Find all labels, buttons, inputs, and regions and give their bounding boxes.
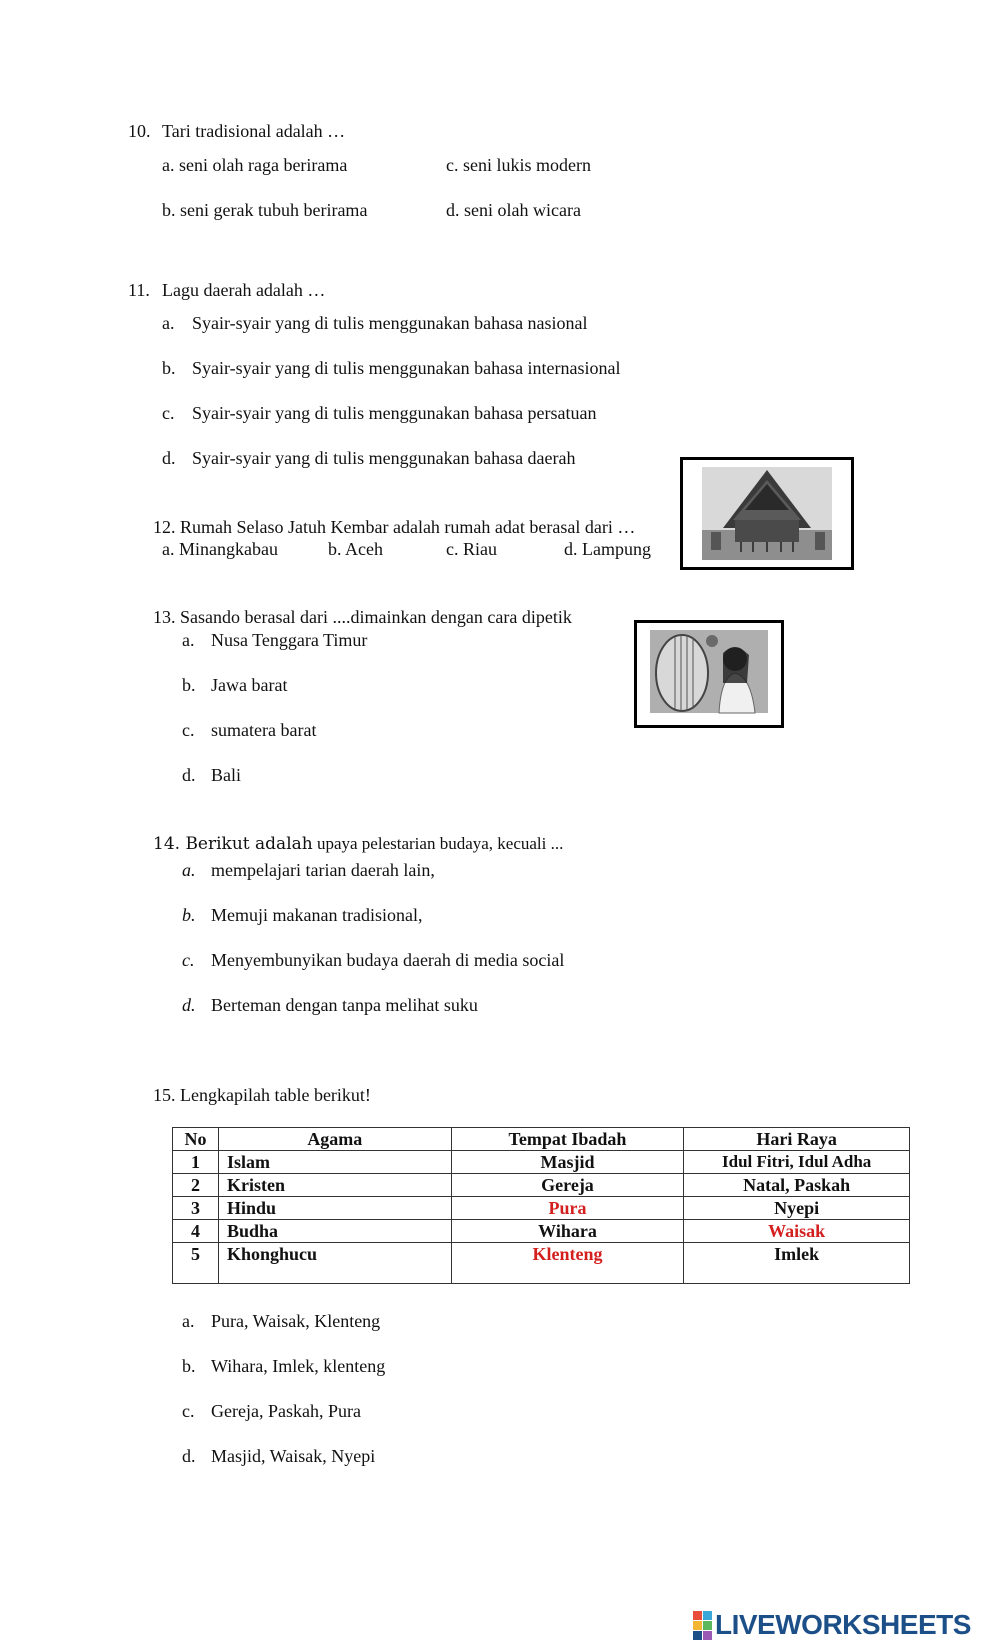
q15-option-letter: c. xyxy=(182,1401,195,1421)
q15-option-d: Masjid, Waisak, Nyepi xyxy=(211,1446,376,1466)
q11-option-letter: a. xyxy=(162,313,175,333)
table-cell: 3 xyxy=(173,1197,219,1220)
q15-question: 15. Lengkapilah table berikut! xyxy=(153,1085,371,1105)
q14-option-letter: a. xyxy=(182,860,196,880)
table-cell: Imlek xyxy=(684,1243,910,1284)
q11-question: Lagu daerah adalah … xyxy=(162,280,326,300)
table-cell: Hindu xyxy=(218,1197,451,1220)
traditional-house-image xyxy=(680,457,854,570)
table-cell-highlight: Pura xyxy=(451,1197,684,1220)
q11-option-c: Syair-syair yang di tulis menggunakan bahasa persatuan xyxy=(192,403,597,423)
q14-option-b: Memuji makanan tradisional, xyxy=(211,905,423,925)
table-cell: 1 xyxy=(173,1151,219,1174)
q12-option-d: d. Lampung xyxy=(564,539,651,559)
q13-option-b: Jawa barat xyxy=(211,675,288,695)
table-cell: Wihara xyxy=(451,1220,684,1243)
table-header: Agama xyxy=(218,1128,451,1151)
table-cell: Kristen xyxy=(218,1174,451,1197)
table-cell: 5 xyxy=(173,1243,219,1284)
table-cell-highlight: Klenteng xyxy=(451,1243,684,1284)
table-cell: 4 xyxy=(173,1220,219,1243)
house-photo-icon xyxy=(683,460,851,567)
table-row xyxy=(173,1151,910,1174)
q14-option-letter: d. xyxy=(182,995,196,1015)
q12-option-c: c. Riau xyxy=(446,539,497,559)
table-header-row xyxy=(173,1128,910,1151)
q14-option-d: Berteman dengan tanpa melihat suku xyxy=(211,995,478,1015)
logo-blocks-icon xyxy=(693,1611,712,1640)
q13-option-letter: b. xyxy=(182,675,196,695)
table-cell: Budha xyxy=(218,1220,451,1243)
q11-option-letter: d. xyxy=(162,448,176,468)
q10-question: Tari tradisional adalah … xyxy=(162,121,346,141)
q12-question: 12. Rumah Selaso Jatuh Kembar adalah rumah adat berasal dari … xyxy=(153,517,636,537)
q11-option-d: Syair-syair yang di tulis menggunakan bahasa daerah xyxy=(192,448,576,468)
sasando-photo-icon xyxy=(637,623,781,725)
q15-option-b: Wihara, Imlek, klenteng xyxy=(211,1356,386,1376)
q11-option-a: Syair-syair yang di tulis menggunakan bahasa nasional xyxy=(192,313,588,333)
q11-option-letter: c. xyxy=(162,403,175,423)
table-row xyxy=(173,1243,910,1284)
q10-number: 10. xyxy=(128,121,151,141)
table-header: Tempat Ibadah xyxy=(451,1128,684,1151)
q15-option-letter: d. xyxy=(182,1446,196,1466)
q11-number: 11. xyxy=(128,280,150,300)
q13-option-c: sumatera barat xyxy=(211,720,317,740)
q14-option-letter: c. xyxy=(182,950,195,970)
religion-table xyxy=(172,1127,910,1284)
table-row xyxy=(173,1220,910,1243)
table-cell: Islam xyxy=(218,1151,451,1174)
table-cell: Khonghucu xyxy=(218,1243,451,1284)
q13-question: 13. Sasando berasal dari ....dimainkan dengan cara dipetik xyxy=(153,607,572,627)
q14-question-rest: upaya pelestarian budaya, kecuali ... xyxy=(312,834,564,853)
q14-question xyxy=(153,834,563,853)
q15-option-letter: a. xyxy=(182,1311,195,1331)
q12-option-b: b. Aceh xyxy=(328,539,383,559)
q14-option-letter: b. xyxy=(182,905,196,925)
q13-option-a: Nusa Tenggara Timur xyxy=(211,630,368,650)
q15-option-c: Gereja, Paskah, Pura xyxy=(211,1401,361,1421)
q10-option-d: d. seni olah wicara xyxy=(446,200,581,220)
liveworksheets-logo[interactable] xyxy=(693,1610,971,1640)
q10-option-c: c. seni lukis modern xyxy=(446,155,591,175)
q15-option-a: Pura, Waisak, Klenteng xyxy=(211,1311,381,1331)
logo-text: LIVEWORKSHEETS xyxy=(715,1609,971,1640)
q14-question-start: 14. Berikut adalah xyxy=(153,834,313,854)
q12-option-a: a. Minangkabau xyxy=(162,539,278,559)
table-cell: Nyepi xyxy=(684,1197,910,1220)
q13-option-d: Bali xyxy=(211,765,241,785)
table-row xyxy=(173,1197,910,1220)
q10-option-a: a. seni olah raga berirama xyxy=(162,155,348,175)
q10-option-b: b. seni gerak tubuh berirama xyxy=(162,200,368,220)
table-cell-highlight: Waisak xyxy=(684,1220,910,1243)
q11-option-letter: b. xyxy=(162,358,176,378)
q11-option-b: Syair-syair yang di tulis menggunakan bahasa internasional xyxy=(192,358,621,378)
q13-option-letter: d. xyxy=(182,765,196,785)
table-cell: 2 xyxy=(173,1174,219,1197)
q14-option-c: Menyembunyikan budaya daerah di media social xyxy=(211,950,565,970)
table-cell: Gereja xyxy=(451,1174,684,1197)
q13-option-letter: a. xyxy=(182,630,195,650)
table-header: Hari Raya xyxy=(684,1128,910,1151)
table-row xyxy=(173,1174,910,1197)
table-cell: Idul Fitri, Idul Adha xyxy=(684,1151,910,1174)
table-cell: Masjid xyxy=(451,1151,684,1174)
table-cell: Natal, Paskah xyxy=(684,1174,910,1197)
q13-option-letter: c. xyxy=(182,720,195,740)
q15-option-letter: b. xyxy=(182,1356,196,1376)
q14-option-a: mempelajari tarian daerah lain, xyxy=(211,860,435,880)
sasando-image xyxy=(634,620,784,728)
table-header: No xyxy=(173,1128,219,1151)
